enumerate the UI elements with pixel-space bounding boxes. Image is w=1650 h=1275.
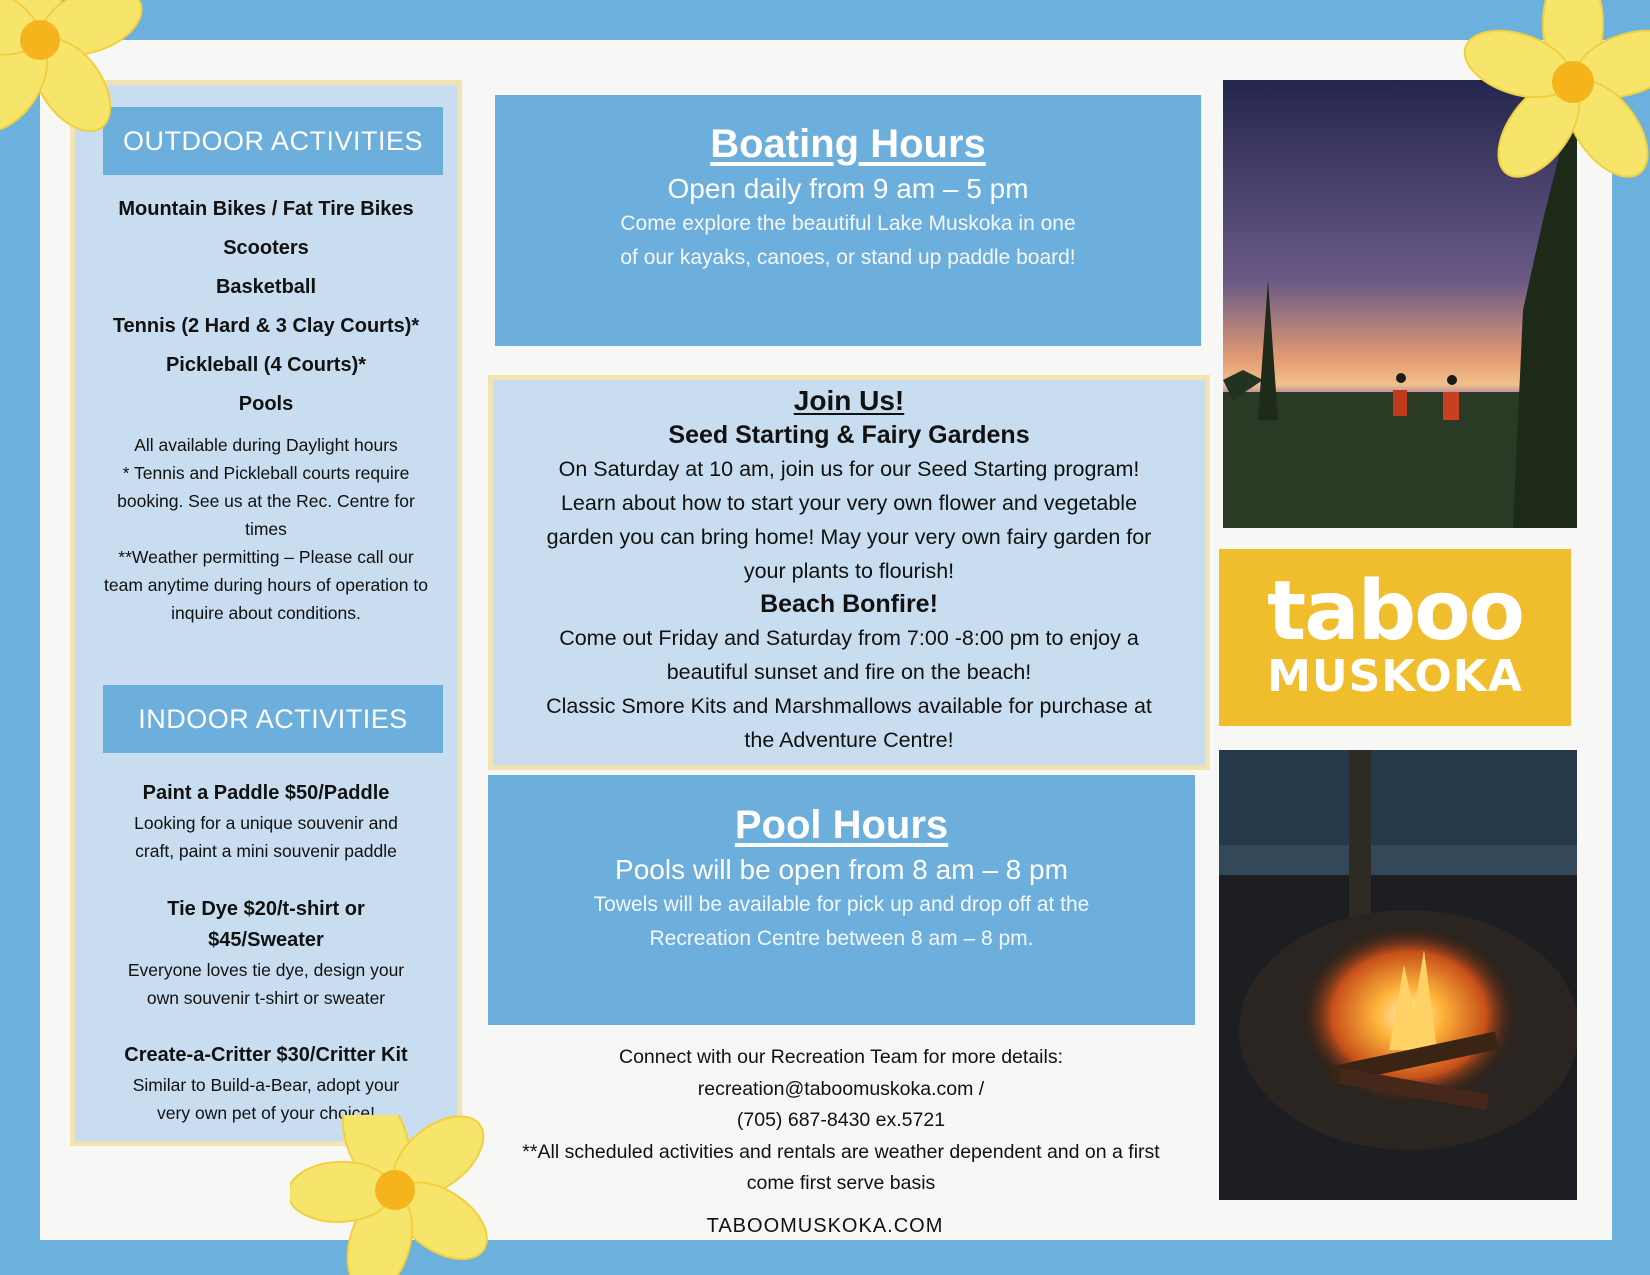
note-line: All available during Daylight hours — [134, 435, 398, 455]
pool-subtitle: Pools will be open from 8 am – 8 pm — [615, 854, 1068, 885]
indoor-activities-heading: INDOOR ACTIVITIES — [103, 685, 443, 753]
join-us-box — [488, 375, 1210, 770]
taboo-muskoka-logo — [1219, 549, 1571, 726]
boating-subtitle: Open daily from 9 am – 5 pm — [667, 173, 1029, 204]
contact-line: come first serve basis — [746, 1172, 936, 1194]
contact-info — [480, 1042, 1202, 1200]
contact-line: **All scheduled activities and rentals are weather dependent and on a first — [522, 1140, 1160, 1163]
item-desc: Looking for a unique souvenir and — [134, 813, 398, 833]
seed-starting-title: Seed Starting & Fairy Gardens — [668, 421, 1030, 449]
boating-desc-line: Come explore the beautiful Lake Muskoka in one — [620, 212, 1076, 235]
phone-number: (705) 687-8430 ex.5721 — [736, 1109, 946, 1131]
note-line: booking. See us at the Rec. Centre for — [117, 491, 415, 511]
email-link[interactable]: recreation@taboomuskoka.com / — [697, 1077, 985, 1100]
indoor-item — [75, 1040, 457, 1127]
logo-text-taboo: taboo — [1267, 564, 1523, 659]
yellow-flower-decoration — [0, 0, 180, 180]
item-desc: very own pet of your choice! — [157, 1103, 375, 1123]
note-line: times — [245, 519, 287, 539]
outdoor-notes — [75, 431, 457, 627]
join-title: Join Us! — [793, 385, 905, 416]
boating-hours-box — [495, 95, 1201, 346]
join-text-line: Come out Friday and Saturday from 7:00 -8:00 pm to enjoy a — [559, 626, 1139, 650]
item-desc: own souvenir t-shirt or sweater — [146, 988, 386, 1008]
beach-bonfire-title: Beach Bonfire! — [760, 590, 938, 618]
indoor-item — [75, 778, 457, 865]
join-text-line: Classic Smore Kits and Marshmallows available for purchase at — [546, 694, 1152, 718]
item-title: Create-a-Critter $30/Critter Kit — [124, 1044, 408, 1066]
indoor-item — [75, 894, 457, 1012]
list-item: Basketball — [215, 276, 317, 298]
list-item: Mountain Bikes / Fat Tire Bikes — [118, 198, 414, 220]
item-desc: Everyone loves tie dye, design your — [127, 960, 405, 980]
note-line: **Weather permitting – Please call our — [118, 547, 414, 567]
pool-hours-box — [488, 775, 1195, 1025]
list-item: Pickleball (4 Courts)* — [165, 354, 367, 376]
outdoor-activities-list — [75, 190, 457, 424]
outdoor-activities-heading: OUTDOOR ACTIVITIES — [103, 107, 443, 175]
join-text-line: beautiful sunset and fire on the beach! — [666, 660, 1032, 684]
item-title: $45/Sweater — [208, 929, 324, 951]
website-link[interactable]: TABOOMUSKOKA.COM — [706, 1215, 944, 1237]
note-line: team anytime during hours of operation to — [104, 575, 428, 595]
boating-desc-line: of our kayaks, canoes, or stand up paddle board! — [620, 246, 1076, 269]
join-text-line: your plants to flourish! — [743, 559, 955, 583]
pool-desc-line: Recreation Centre between 8 am – 8 pm. — [649, 927, 1034, 950]
yellow-flower-decoration — [1440, 0, 1650, 230]
join-text-line: On Saturday at 10 am, join us for our Seed Starting program! — [558, 457, 1140, 481]
list-item: Tennis (2 Hard & 3 Clay Courts)* — [112, 315, 420, 337]
pool-title: Pool Hours — [734, 803, 949, 847]
pool-desc-line: Towels will be available for pick up and drop off at the — [593, 893, 1090, 916]
campfire-photo — [1219, 750, 1577, 1200]
note-line: * Tennis and Pickleball courts require — [122, 463, 410, 483]
item-desc: craft, paint a mini souvenir paddle — [135, 841, 397, 861]
logo-text-muskoka: MUSKOKA — [1267, 651, 1523, 702]
activities-panel — [70, 80, 462, 1146]
item-title: Tie Dye $20/t-shirt or — [167, 898, 365, 920]
join-text-line: the Adventure Centre! — [744, 728, 954, 752]
join-text-line: garden you can bring home! May your very own fairy garden for — [546, 525, 1152, 549]
yellow-flower-decoration — [290, 1115, 510, 1275]
note-line: inquire about conditions. — [171, 603, 361, 623]
list-item: Pools — [238, 393, 294, 415]
list-item: Scooters — [223, 237, 309, 259]
item-title: Paint a Paddle $50/Paddle — [142, 782, 390, 804]
boating-title: Boating Hours — [710, 122, 986, 166]
contact-line: Connect with our Recreation Team for more details: — [618, 1046, 1063, 1068]
item-desc: Similar to Build-a-Bear, adopt your — [132, 1075, 400, 1095]
join-text-line: Learn about how to start your very own flower and vegetable — [560, 491, 1138, 515]
